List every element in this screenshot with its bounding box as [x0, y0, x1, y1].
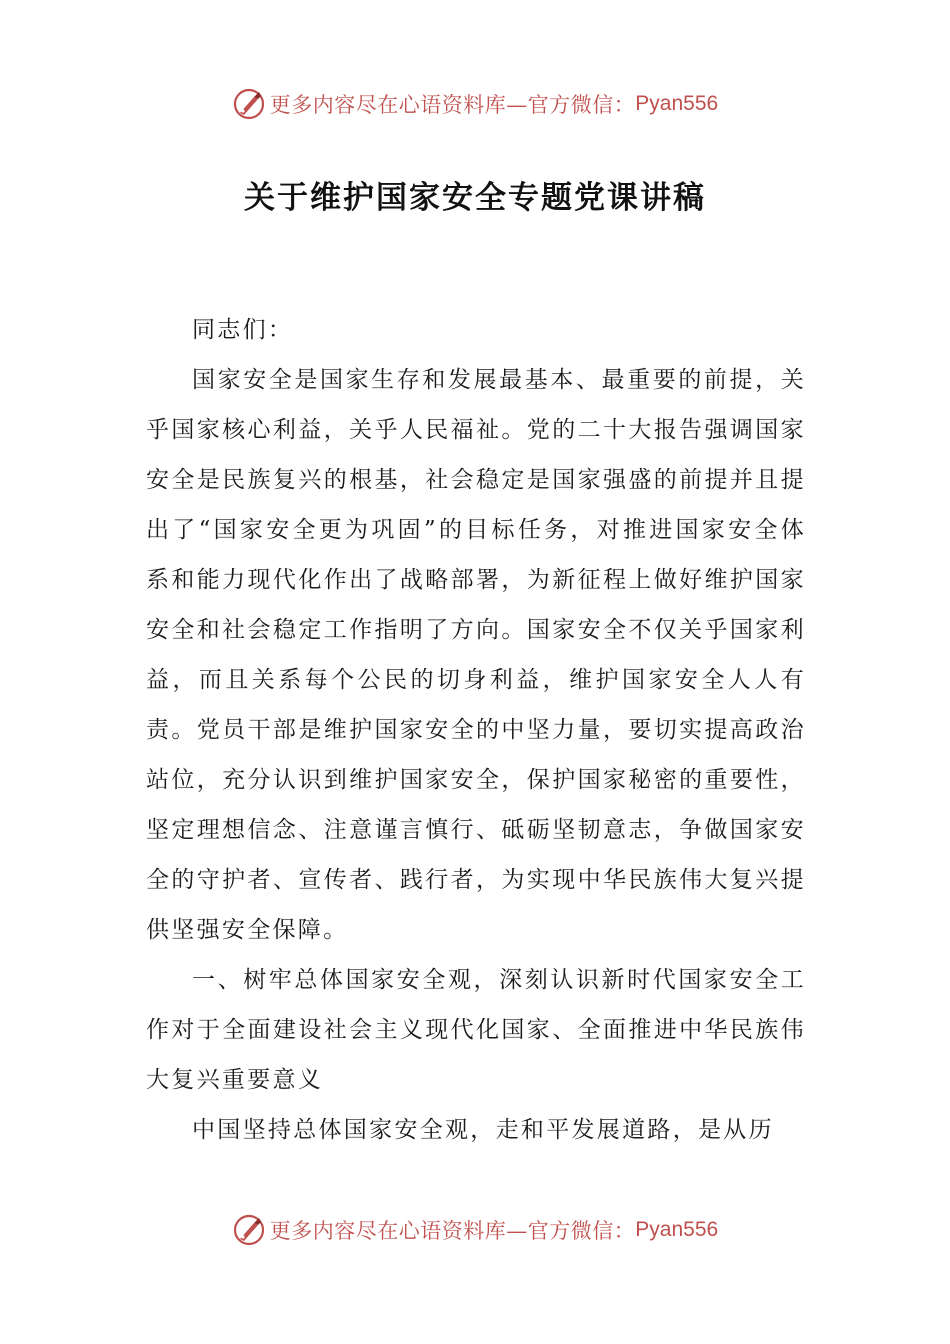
watermark-text: 更多内容尽在心语资料库—官方微信：	[269, 93, 636, 117]
watermark-text: 更多内容尽在心语资料库—官方微信：	[269, 1219, 636, 1243]
salutation: 同志们：	[192, 317, 294, 343]
footer-watermark	[0, 1208, 950, 1252]
pen-nib-logo-icon	[232, 87, 266, 121]
pen-nib-logo-icon	[232, 1213, 266, 1247]
watermark-wechat-id: Pyan556	[635, 1218, 719, 1241]
document-title: 关于维护国家安全专题党课讲稿	[244, 180, 706, 216]
section-heading: 一、树牢总体国家安全观，深刻认识新时代国家安全工作对于全面建设社会主义现代化国家、全面推进中华民族伟大复兴重要意义	[146, 967, 806, 1093]
body-paragraph: 中国坚持总体国家安全观，走和平发展道路，是从历	[192, 1117, 774, 1143]
watermark-wechat-id: Pyan556	[635, 92, 719, 115]
body-paragraph: 国家安全是国家生存和发展最基本、最重要的前提，关乎国家核心利益，关乎人民福祉。党的二十大报告强调国家安全是民族复兴的根基，社会稳定是国家强盛的前提并且提出了“国家安全更为巩固”的目标任务，对推进国家安全体系和能力现代化作出了战略部署，为新征程上做好维护国家安全和社会稳定工作指明了方向。国家安全不仅关乎国家利益，而且关系每个公民的切身利益，维护国家安全人人有责。党员干部是维护国家安全的中坚力量，要切实提高政治站位，充分认识到维护国家安全，保护国家秘密的重要性，坚定理想信念、注意谨言慎行、砥砺坚韧意志，争做国家安全的守护者、宣传者、践行者，为实现中华民族伟大复兴提供坚强安全保障。	[146, 367, 806, 943]
document-body	[146, 305, 806, 1155]
header-watermark	[0, 82, 950, 126]
